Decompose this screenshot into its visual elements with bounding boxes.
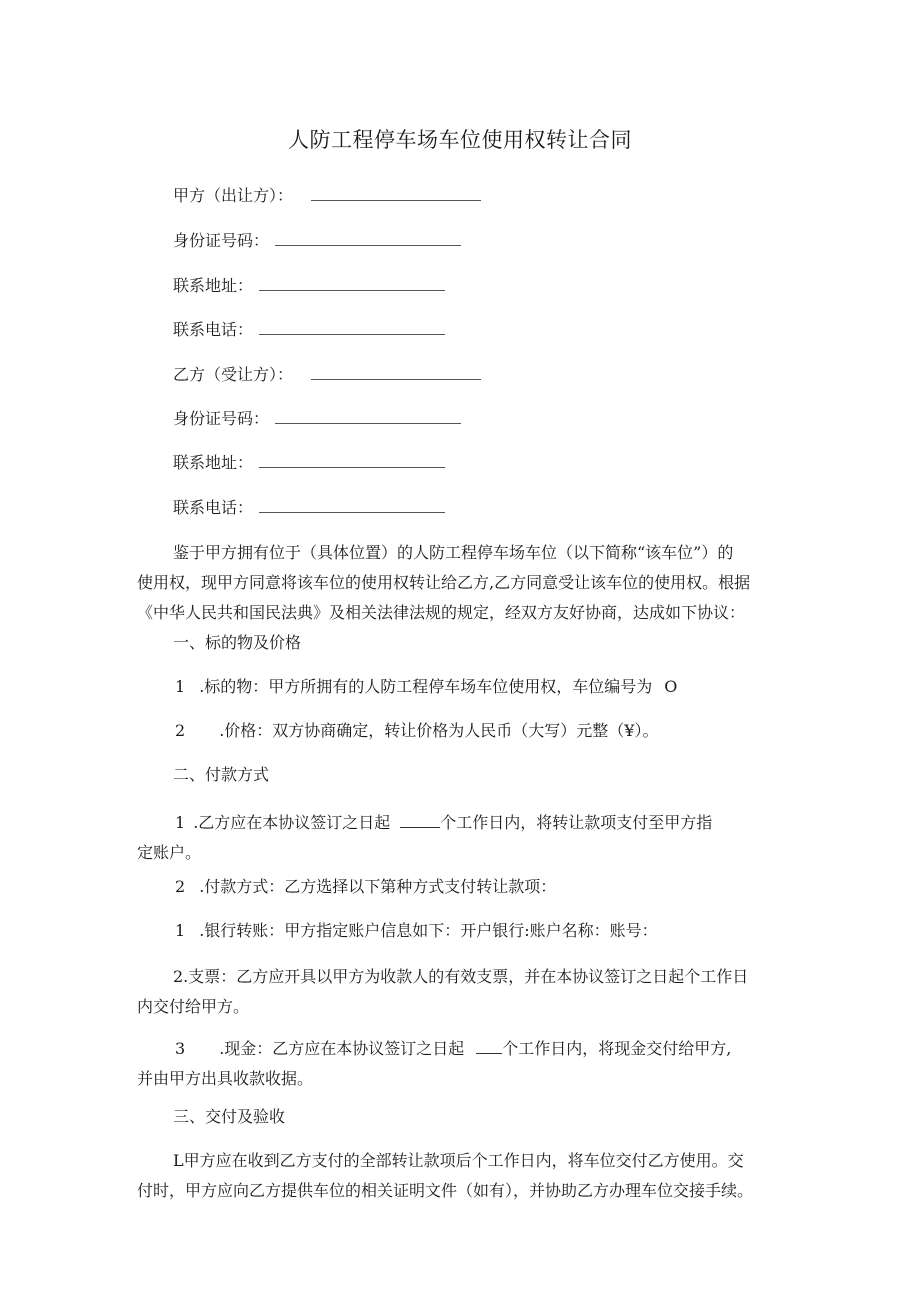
fill-in-line bbox=[259, 274, 445, 291]
clause-1-2 bbox=[175, 720, 658, 742]
paragraph-line: 定账户。 bbox=[137, 843, 202, 862]
clause-3-1 bbox=[137, 1146, 753, 1206]
party-b-address-field bbox=[173, 451, 445, 474]
fill-in-line bbox=[275, 229, 461, 246]
clause-text: .付款方式：乙方选择以下第种方式支付转让款项： bbox=[199, 877, 557, 896]
fill-in-line bbox=[275, 407, 461, 424]
field-label: 联系地址： bbox=[173, 453, 254, 472]
fill-in-line bbox=[311, 184, 481, 201]
paragraph-line: 使用权，现甲方同意将该车位的使用权转让给乙方,乙方同意受让该车位的使用权。根据 bbox=[137, 573, 751, 592]
clause-2-2 bbox=[175, 876, 556, 898]
clause-number: 1 bbox=[175, 921, 186, 940]
paragraph-line: L甲方应在收到乙方支付的全部转让款项后个工作日内，将车位交付乙方使用。交 bbox=[173, 1151, 744, 1170]
party-a-phone-field bbox=[173, 318, 445, 341]
party-b-phone-field bbox=[173, 496, 445, 519]
clause-text: .银行转账：甲方指定账户信息如下：开户银行:账户名称：账号： bbox=[199, 921, 658, 940]
field-label: 甲方（出让方）： bbox=[173, 186, 294, 205]
field-label: 联系电话： bbox=[173, 320, 254, 339]
paragraph-line: 并由甲方出具收款收据。 bbox=[137, 1069, 314, 1088]
clause-2-2-3 bbox=[137, 1034, 731, 1094]
clause-number: 2 bbox=[175, 877, 186, 896]
fill-in-line bbox=[259, 451, 445, 468]
clause-number: 1 bbox=[175, 677, 186, 696]
field-label: 联系地址： bbox=[173, 276, 254, 295]
section-heading: 二、付款方式 bbox=[173, 765, 270, 784]
section-heading: 一、标的物及价格 bbox=[173, 633, 302, 652]
fill-in-line bbox=[311, 363, 481, 380]
section-heading: 三、交付及验收 bbox=[173, 1107, 286, 1126]
clause-number: 3 bbox=[175, 1039, 186, 1058]
blank-line bbox=[476, 1039, 502, 1054]
field-label: 乙方（受让方）： bbox=[173, 365, 294, 384]
field-label: 联系电话： bbox=[173, 498, 254, 517]
party-b-name-field bbox=[173, 363, 481, 386]
paragraph-line: 内交付给甲方。 bbox=[137, 997, 250, 1016]
clause-2-2-2 bbox=[137, 962, 748, 1022]
clause-number: 2 bbox=[175, 721, 186, 740]
field-label: 身份证号码： bbox=[173, 409, 270, 428]
paragraph-line: 付时，甲方应向乙方提供车位的相关证明文件（如有），并协助乙方办理车位交接手续。 bbox=[137, 1181, 754, 1200]
party-a-address-field bbox=[173, 274, 445, 297]
paragraph-line: 《中华人民共和国民法典》及相关法律法规的规定，经双方友好协商，达成如下协议： bbox=[137, 603, 746, 622]
clause-2-2-1 bbox=[175, 920, 658, 942]
paragraph-line: 2.支票：乙方应开具以甲方为收款人的有效支票，并在本协议签订之日起个工作日 bbox=[173, 967, 749, 986]
clause-text: .乙方应在本协议签订之日起 bbox=[193, 813, 391, 832]
clause-1-1 bbox=[175, 676, 677, 698]
fill-in-line bbox=[259, 318, 445, 335]
clause-text: .标的物：甲方所拥有的人防工程停车场车位使用权，车位编号为 bbox=[199, 677, 653, 696]
clause-text: 个工作日内，将转让款项支付至甲方指 bbox=[440, 813, 713, 832]
party-a-id-field bbox=[173, 229, 461, 252]
clause-text: .现金：乙方应在本协议签订之日起 bbox=[219, 1039, 465, 1058]
fill-in-line bbox=[259, 496, 445, 513]
clause-text: 个工作日内，将现金交付给甲方, bbox=[502, 1039, 732, 1058]
clause-text: .价格：双方协商确定，转让价格为人民币（大写）元整（¥）。 bbox=[219, 721, 659, 740]
blank-line bbox=[400, 813, 440, 828]
intro-paragraph bbox=[137, 538, 750, 628]
clause-end-mark: O bbox=[664, 677, 678, 696]
clause-2-1 bbox=[137, 808, 712, 868]
field-label: 身份证号码： bbox=[173, 231, 270, 250]
party-b-id-field bbox=[173, 407, 461, 430]
document-title: 人防工程停车场车位使用权转让合同 bbox=[288, 128, 632, 152]
paragraph-line: 鉴于甲方拥有位于（具体位置）的人防工程停车场车位（以下简称“该车位”）的 bbox=[173, 543, 734, 562]
clause-number: 1 bbox=[175, 813, 186, 832]
party-a-name-field bbox=[173, 184, 481, 207]
